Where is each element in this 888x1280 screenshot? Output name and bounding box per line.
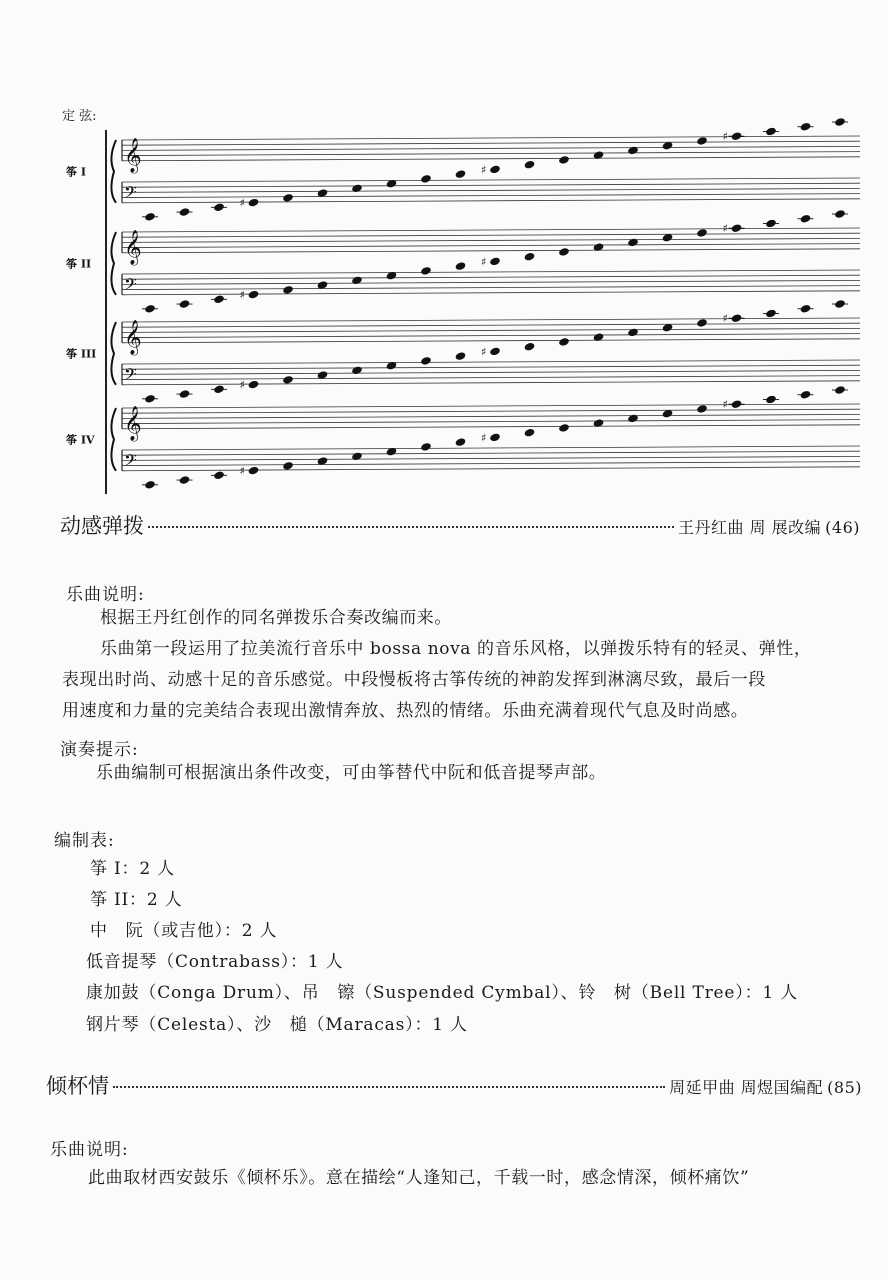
sharp-icon: ♯ [722, 222, 728, 236]
staff-line [122, 370, 860, 374]
staff-label: 筝 II [66, 257, 92, 271]
note-head [282, 375, 294, 385]
description-line: 根据王丹红创作的同名弹拨乐合奏改编而来。 [100, 608, 452, 628]
note-head [420, 442, 432, 452]
description-heading: 乐曲说明: [50, 1140, 129, 1160]
instrument-item: 筝 II：2 人 [90, 890, 183, 910]
note-head [248, 290, 260, 300]
bass-clef-icon: 𝄢 [124, 273, 137, 298]
instrumentation-heading: 编制表: [54, 831, 115, 851]
staff-label: 筝 III [66, 347, 97, 361]
toc-title: 倾杯情 [46, 1074, 109, 1098]
staff-line [122, 376, 860, 380]
staff-line [122, 178, 860, 182]
note-head [351, 275, 363, 285]
sharp-icon: ♯ [239, 464, 245, 478]
toc-leader-dots [113, 1086, 665, 1088]
sharp-icon: ♯ [481, 345, 487, 359]
note-head [248, 380, 260, 390]
staff-line [122, 446, 860, 450]
note-head [282, 193, 294, 203]
staff-line [122, 409, 860, 413]
description-heading: 乐曲说明: [66, 585, 145, 605]
description-line: 此曲取材西安鼓乐《倾杯乐》。意在描绘“人逢知己，千载一时，感念情深，倾杯痛饮” [88, 1168, 750, 1188]
note-head [558, 423, 570, 433]
staff-line [122, 425, 860, 429]
staff-line [122, 318, 860, 322]
sharp-icon: ♯ [722, 398, 728, 412]
staff-line [122, 360, 860, 364]
instrument-item: 中 阮（或吉他）：2 人 [90, 921, 278, 941]
description-line: 用速度和力量的完美结合表现出激情奔放、热烈的情绪。乐曲充满着现代气息及时尚感。 [62, 701, 749, 721]
treble-clef-icon: 𝄞 [124, 229, 142, 265]
note-head [558, 155, 570, 165]
note-head [627, 328, 639, 338]
staff-line [122, 249, 860, 253]
toc-page-number: (46) [825, 518, 860, 537]
note-head [420, 174, 432, 184]
staff-line [122, 199, 860, 203]
note-head [420, 356, 432, 366]
note-head [455, 261, 467, 271]
sharp-icon: ♯ [481, 431, 487, 445]
note-head [696, 318, 708, 328]
note-head [696, 136, 708, 146]
note-head [351, 183, 363, 193]
staff-line [122, 381, 860, 385]
treble-clef-icon: 𝄞 [124, 137, 142, 173]
note-head [489, 164, 501, 174]
staff-line [122, 275, 860, 279]
staff-line [122, 152, 860, 156]
bass-clef-icon: 𝄢 [124, 363, 137, 388]
staff-line [122, 183, 860, 187]
description-line: 乐曲第一段运用了拉美流行音乐中 bossa nova 的音乐风格，以弹拨乐特有的轻灵、弹性， [100, 639, 812, 659]
note-head [489, 256, 501, 266]
note-head [248, 198, 260, 208]
staff-line [122, 456, 860, 460]
performance-line: 乐曲编制可根据演出条件改变，可由筝替代中阮和低音提琴声部。 [96, 763, 607, 783]
sharp-icon: ♯ [481, 163, 487, 177]
tuning-label: 定 弦: [62, 109, 97, 124]
brace-icon [111, 232, 116, 295]
staff-line [122, 286, 860, 290]
note-head [282, 285, 294, 295]
note-head [524, 252, 536, 262]
note-head [696, 404, 708, 414]
instrument-item: 康加鼓（Conga Drum）、吊 镲（Suspended Cymbal）、铃 树（Bell Tree）：1 人 [86, 983, 798, 1003]
note-head [558, 337, 570, 347]
staff-line [122, 334, 860, 338]
treble-clef-icon: 𝄞 [124, 405, 142, 441]
instrument-item: 低音提琴（Contrabass）：1 人 [86, 952, 344, 972]
note-head [627, 238, 639, 248]
sharp-icon: ♯ [239, 378, 245, 392]
description-line: 表现出时尚、动感十足的音乐感觉。中段慢板将古筝传统的神韵发挥到淋漓尽致，最后一段 [62, 670, 766, 690]
note-head [524, 160, 536, 170]
staff-line [122, 280, 860, 284]
bass-clef-icon: 𝄢 [124, 181, 137, 206]
note-head [455, 437, 467, 447]
brace-icon [111, 408, 116, 471]
staff-line [122, 414, 860, 418]
toc-title: 动感弹拨 [60, 514, 144, 538]
staff-line [122, 365, 860, 369]
toc-leader-dots [148, 526, 674, 528]
note-head [489, 432, 501, 442]
performance-heading: 演奏提示: [60, 740, 139, 760]
staff-label: 筝 I [66, 165, 86, 179]
staff-line [122, 157, 860, 161]
staff-line [122, 146, 860, 150]
staff-line [122, 238, 860, 242]
note-head [627, 414, 639, 424]
tuning-score [0, 90, 888, 510]
note-head [282, 461, 294, 471]
note-head [248, 466, 260, 476]
toc-page-number: (85) [827, 1078, 862, 1097]
staff-line [122, 188, 860, 192]
staff-line [122, 462, 860, 466]
note-head [489, 346, 501, 356]
note-head [455, 351, 467, 361]
toc-credits: 周延甲曲 周煜国编配 [669, 1078, 824, 1097]
note-head [696, 228, 708, 238]
brace-icon [111, 322, 116, 385]
staff-line [122, 291, 860, 295]
staff-line [122, 136, 860, 140]
sharp-icon: ♯ [239, 288, 245, 302]
note-head [627, 146, 639, 156]
treble-clef-icon: 𝄞 [124, 319, 142, 355]
note-head [558, 247, 570, 257]
staff-line [122, 404, 860, 408]
note-head [524, 342, 536, 352]
staff-line [122, 270, 860, 274]
note-head [351, 451, 363, 461]
note-head [455, 169, 467, 179]
staff-line [122, 323, 860, 327]
instrument-item: 筝 I：2 人 [90, 859, 175, 879]
staff-line [122, 228, 860, 232]
staff-line [122, 328, 860, 332]
sharp-icon: ♯ [239, 196, 245, 210]
bass-clef-icon: 𝄢 [124, 449, 137, 474]
staff-line [122, 141, 860, 145]
sharp-icon: ♯ [722, 312, 728, 326]
staff-line [122, 194, 860, 198]
instrument-item: 钢片琴（Celesta）、沙 槌（Maracas）：1 人 [86, 1015, 468, 1035]
staff-line [122, 420, 860, 424]
staff-line [122, 339, 860, 343]
staff-line [122, 244, 860, 248]
brace-icon [111, 140, 116, 203]
toc-entry [60, 510, 860, 540]
note-head [351, 365, 363, 375]
staff-label: 筝 IV [66, 433, 95, 447]
toc-entry [46, 1070, 862, 1100]
staff-line [122, 451, 860, 455]
note-head [524, 428, 536, 438]
toc-credits: 王丹红曲 周 展改编 [677, 518, 822, 537]
note-head [420, 266, 432, 276]
staff-line [122, 467, 860, 471]
staff-line [122, 233, 860, 237]
sharp-icon: ♯ [722, 130, 728, 144]
sharp-icon: ♯ [481, 255, 487, 269]
